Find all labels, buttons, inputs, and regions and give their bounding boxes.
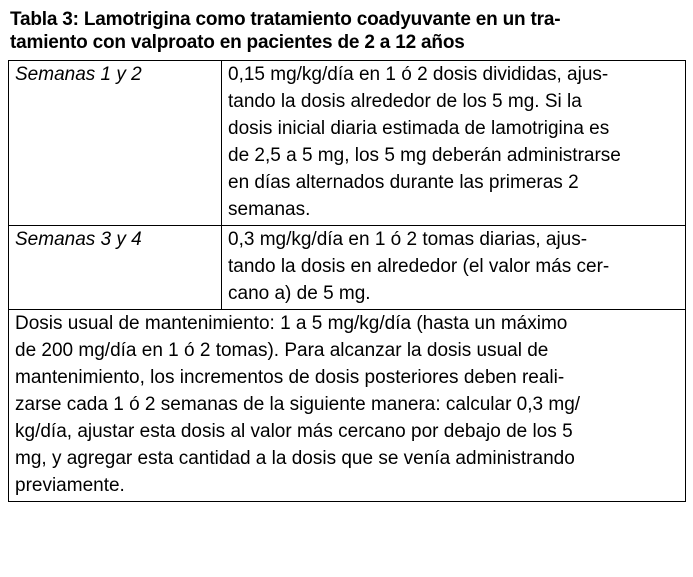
table-title: Tabla 3: Lamotrigina como tratamiento coadyuvante en un tra- tamiento con valproato en pacientes de 2 a 12 años xyxy=(10,9,561,53)
dosing-table xyxy=(8,60,686,502)
instruction-cell: 0,15 mg/kg/día en 1 ó 2 dosis divididas, ajus- tando la dosis alrededor de los 5 mg. Si la dosis inicial diaria estimada de lamotrigina es de 2,5 a 5 mg, los 5 mg deberán administrarse en días alternados durante las primeras 2 semanas. xyxy=(222,61,686,226)
instruction-cell: 0,3 mg/kg/día en 1 ó 2 tomas diarias, ajus- tando la dosis en alrededor (el valor más cer- cano a) de 5 mg. xyxy=(222,226,686,310)
table-row xyxy=(9,310,686,502)
document xyxy=(8,8,686,502)
period-cell: Semanas 1 y 2 xyxy=(9,61,222,226)
table-row xyxy=(9,226,686,310)
maintenance-cell: Dosis usual de mantenimiento: 1 a 5 mg/kg/día (hasta un máximo de 200 mg/día en 1 ó 2 tomas). Para alcanzar la dosis usual de mantenimiento, los incrementos de dosis posteriores deben reali- zarse cada 1 ó 2 semanas de la siguiente manera: calcular 0,3 mg/ kg/día, ajustar esta dosis al valor más cercano por debajo de los 5 mg, y agregar esta cantidad a la dosis que se venía administrando previamente. xyxy=(9,310,686,502)
period-cell: Semanas 3 y 4 xyxy=(9,226,222,310)
table-row xyxy=(9,61,686,226)
